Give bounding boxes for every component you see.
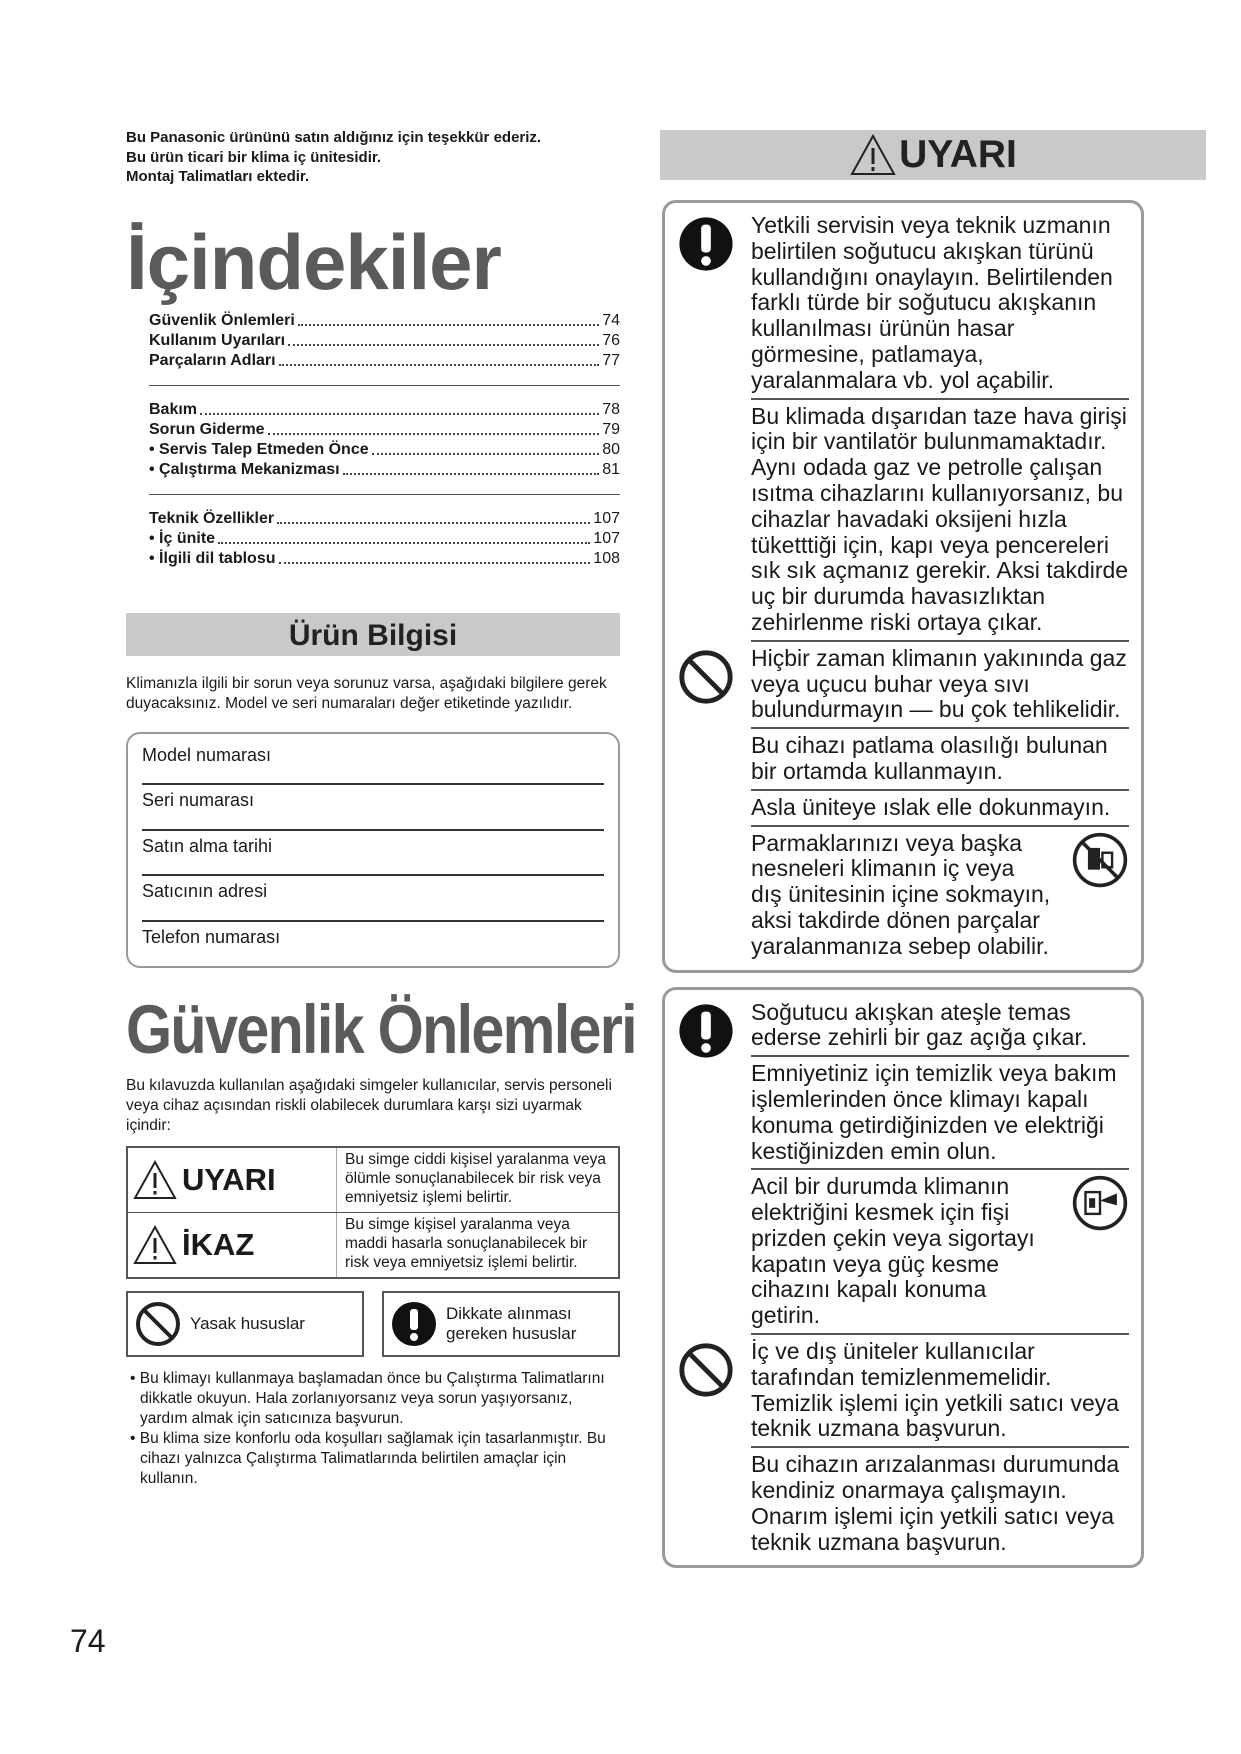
prohibited-label: Yasak hususlar (190, 1313, 305, 1333)
prohibited-icon (134, 1300, 182, 1348)
product-info-fields (126, 732, 620, 968)
purchase-date-field[interactable]: Satın alma tarihi (142, 831, 604, 877)
toc-entry[interactable]: Sorun Giderme 79 (149, 420, 620, 438)
toc-entry[interactable]: Güvenlik Önlemleri 74 (149, 311, 620, 329)
toc-entry[interactable]: Kullanım Uyarıları 76 (149, 331, 620, 349)
legend-row-caution (128, 1213, 618, 1277)
attention-box (382, 1291, 620, 1357)
warning-item: Bu cihazı patlama olasılığı bulunan bir ortamda kullanmayın. (751, 729, 1129, 791)
toc-title: İçindekiler (126, 217, 501, 306)
serial-number-field[interactable]: Seri numarası (142, 785, 604, 831)
exclamation-icon (677, 215, 735, 273)
toc-entry[interactable]: Parçaların Adları 77 (149, 351, 620, 369)
legend-symbol-label: İKAZ (182, 1226, 255, 1262)
dealer-address-field[interactable]: Satıcının adresi (142, 876, 604, 922)
unplug-icon (1071, 1174, 1129, 1232)
prohibited-section (677, 642, 1129, 964)
right-column (660, 130, 1206, 1568)
mandatory-section (677, 996, 1129, 1336)
safety-title: Güvenlik Önlemleri (126, 990, 636, 1068)
warning-item: İç ve dış üniteler kullanıcılar tarafından temizlenmemelidir. Temizlik işlemi için yetkili satıcı veya teknik uzmana başvurun. (751, 1335, 1129, 1448)
toc-entry[interactable]: • Servis Talep Etmeden Önce 80 (149, 440, 620, 458)
warning-item: Hiçbir zaman klimanın yakınında gaz veya uçucu buhar veya sıvı bulundurmayın — bu çok tehlikelidir. (751, 642, 1129, 729)
exclamation-icon (677, 1002, 735, 1060)
legend-row-warning (128, 1148, 618, 1213)
attention-label: Dikkate alınması gereken hususlar (446, 1303, 577, 1343)
warning-item: Parmaklarınızı veya başka nesneleri klimanın iç veya dış ünitesinin içine sokmayın, aksi takdirde dönen parçalar yaralanmanıza sebep olabilir. (751, 829, 1051, 959)
product-info-text: Klimanızla ilgili bir sorun veya sorunuz varsa, aşağıdaki bilgilere gerek duyacaksınız. Model ve seri numaraları değer etiketinde yazılıdır. (126, 674, 607, 712)
legend-symbol-label: UYARI (182, 1161, 276, 1197)
warning-item: Asla üniteye ıslak elle dokunmayın. (751, 791, 1129, 827)
phone-number-field[interactable]: Telefon numarası (142, 926, 281, 947)
model-number-field[interactable]: Model numarası (142, 740, 604, 786)
caution-triangle-icon (132, 1224, 178, 1266)
legend-description: Bu simge kişisel yaralanma veya maddi hasarla sonuçlanabilecek bir risk veya emniyetsiz işlemi belirtir. (336, 1213, 618, 1277)
warning-item: Bu cihazın arızalanması durumunda kendiniz onarmaya çalışmayın. Onarım işlemi için yetkili satıcı veya teknik uzmana başvurun. (751, 1451, 1120, 1555)
warning-box (662, 987, 1144, 1569)
mandatory-section (677, 209, 1129, 642)
warning-item: Emniyetiniz için temizlik veya bakım işlemlerinden önce klimayı kapalı konuma getirdiğinizden ve elektriği kestiğinizden emin olun. (751, 1057, 1129, 1170)
no-fingers-icon (1071, 831, 1129, 889)
symbol-boxes (126, 1291, 620, 1357)
prohibited-box (126, 1291, 364, 1357)
intro-line: Bu ürün ticari bir klima iç ünitesidir. (126, 148, 382, 166)
prohibited-section (677, 1335, 1129, 1559)
warning-item: Yetkili servisin veya teknik uzmanın belirtilen soğutucu akışkan türünü kullandığını onaylayın. Belirtilenden farklı türde bir soğutucu akışkanın kullanılması ürünün hasar görmesine, patlamaya, yaralanmalara vb. yol açabilir. (751, 209, 1129, 400)
intro-text (126, 128, 620, 187)
prohibited-icon (677, 1341, 735, 1399)
warning-item: Acil bir durumda klimanın elektriğini kesmek için fişi prizden çekin veya sigortayı kapatın veya güç kesme cihazını kapalı konuma getirin. (751, 1173, 1035, 1329)
symbol-legend (126, 1146, 620, 1279)
bullet-item: • Bu klima size konforlu oda koşulları sağlamak için tasarlanmıştır. Bu cihazı yalnızca Çalıştırma Talimatlarında belirtilen amaçlar için kullanın. (130, 1429, 606, 1487)
warning-title: UYARI (899, 133, 1017, 176)
toc-list (149, 311, 620, 569)
exclamation-icon (390, 1300, 438, 1348)
warning-box (662, 200, 1144, 973)
warning-item: Bu klimada dışarıdan taze hava girişi için bir vantilatör bulunmamaktadır. Aynı odada gaz ve petrolle çalışan ısıtma cihazlarını kullanıyorsanız, bu cihazlar havadaki oksijeni hızla tüketttiği için, kapı veya pencereleri sık sık açmanız gerekir. Aksi takdirde uç bir durumda havasızlıktan zehirlenme riski ortaya çıkar. (751, 400, 1129, 642)
toc-entry[interactable]: Bakım 78 (149, 400, 620, 418)
warning-item: Soğutucu akışkan ateşle temas ederse zehirli bir gaz açığa çıkar. (751, 996, 1129, 1058)
toc-entry[interactable]: • İç ünite 107 (149, 529, 620, 547)
intro-line: Bu Panasonic ürününü satın aldığınız için teşekkür ederiz. (126, 129, 542, 146)
safety-intro-text: Bu kılavuzda kullanılan aşağıdaki simgeler kullanıcılar, servis personeli veya cihaz açısından riskli olabilecek durumlara karşı sizi uyarmak içindir: (126, 1076, 612, 1134)
bullet-item: • Bu klimayı kullanmaya başlamadan önce bu Çalıştırma Talimatlarını dikkatle okuyun. Hala zorlanıyorsanız veya sorun yaşıyorsanız, yardım almak için satıcınıza başvurun. (130, 1369, 605, 1427)
safety-notes (126, 1369, 620, 1489)
warning-triangle-icon (849, 133, 897, 177)
intro-line: Montaj Talimatları ektedir. (126, 168, 310, 185)
legend-description: Bu simge ciddi kişisel yaralanma veya ölümle sonuçlanabilecek bir risk veya emniyetsiz işlemi belirtir. (336, 1148, 618, 1212)
prohibited-icon (677, 648, 735, 706)
toc-divider (149, 385, 620, 386)
product-info-header: Ürün Bilgisi (126, 613, 620, 656)
toc-divider (149, 494, 620, 495)
warning-triangle-icon (132, 1159, 178, 1201)
warning-item-with-icon (751, 827, 1129, 964)
toc-entry[interactable]: • İlgili dil tablosu 108 (149, 549, 620, 567)
toc-entry[interactable]: Teknik Özellikler 107 (149, 509, 620, 527)
warning-item-with-icon (751, 1170, 1129, 1335)
warning-header (660, 130, 1206, 180)
page-number: 74 (70, 1623, 106, 1659)
toc-entry[interactable]: • Çalıştırma Mekanizması 81 (149, 460, 620, 478)
left-column (126, 128, 636, 1489)
